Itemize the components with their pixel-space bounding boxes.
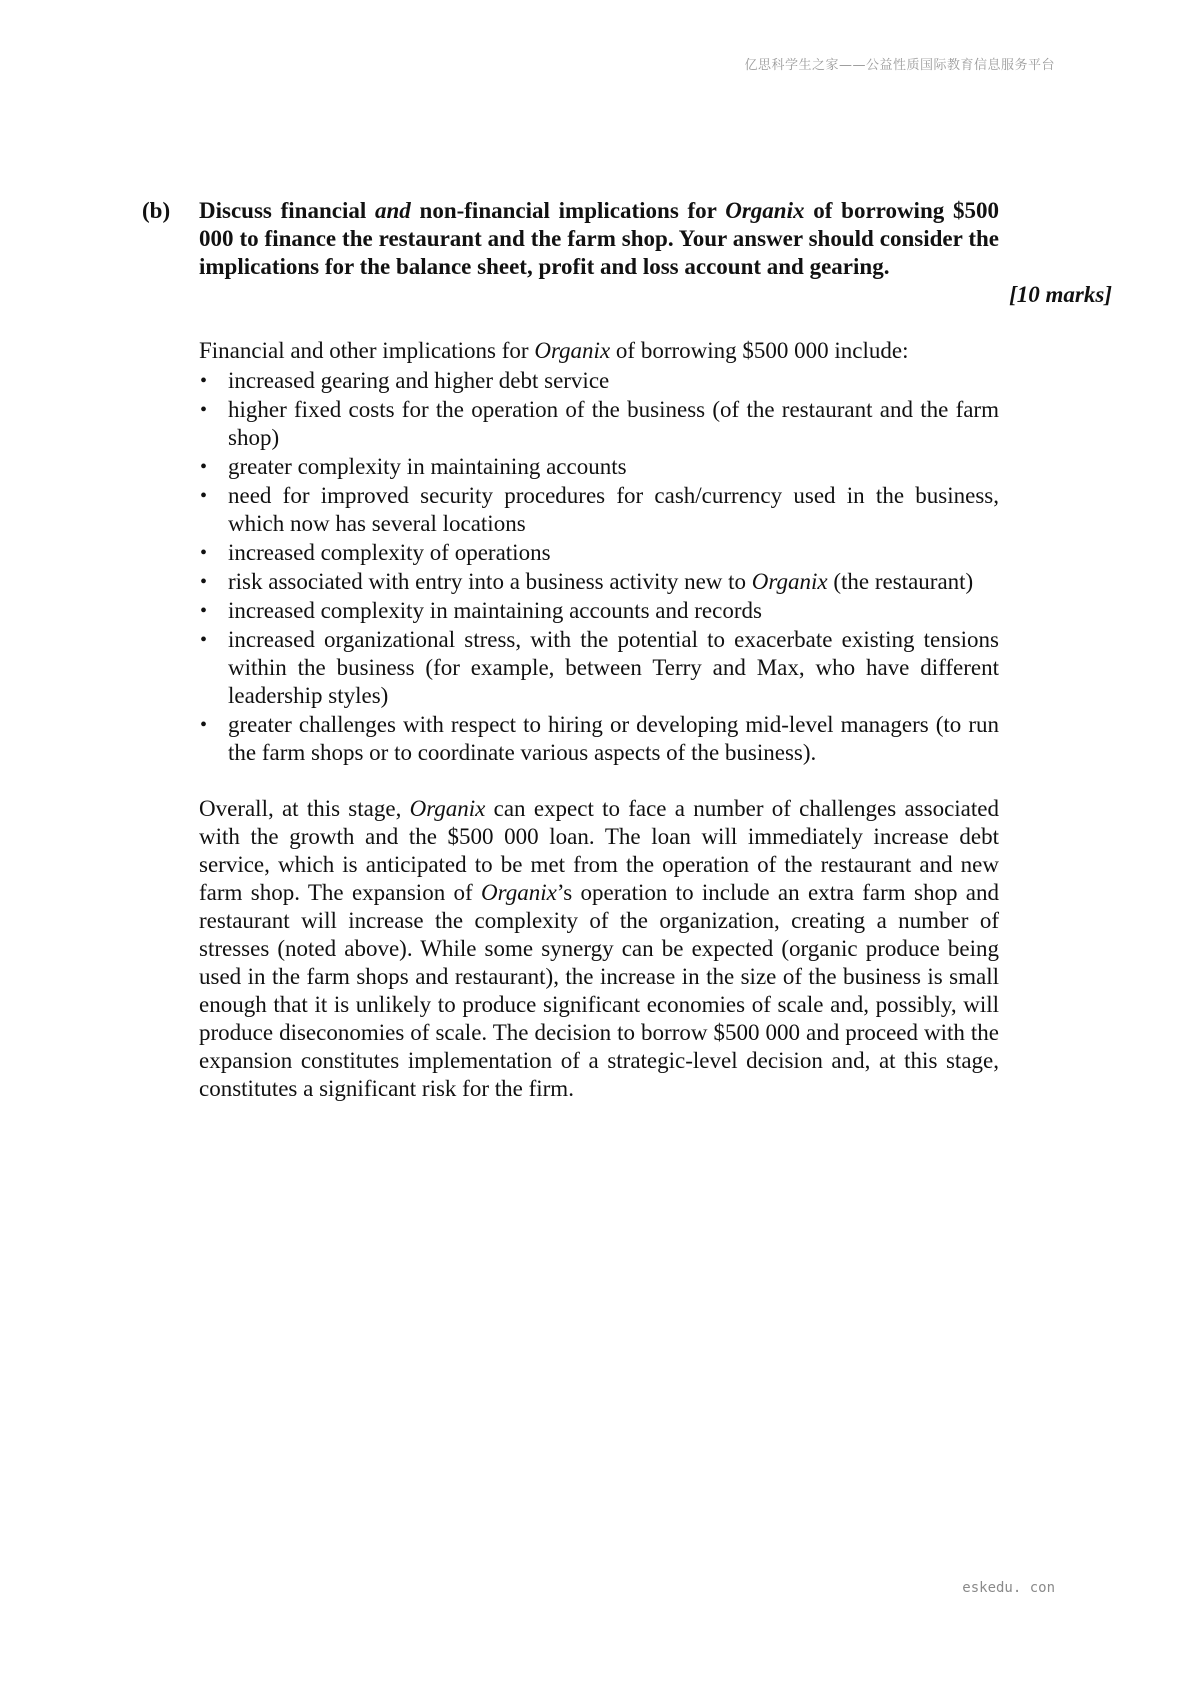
implications-list [199,367,999,767]
list-item [199,396,999,452]
list-item [199,367,999,395]
list-item [199,539,999,567]
list-item-text: higher fixed costs for the operation of the business (of the restaurant and the farm shop) [228,397,999,450]
watermark-header: 亿思科学生之家——公益性质国际教育信息服务平台 [744,58,1055,73]
answer-intro-part: of borrowing $500 000 include: [610,338,909,363]
list-item [199,626,999,710]
list-item [199,453,999,481]
answer-intro [199,337,999,365]
bullet-icon: • [200,485,208,507]
list-item-text: need for improved security procedures for cash/currency used in the business, which now has several locations [228,483,999,536]
bullet-icon: • [200,456,208,478]
list-item-text: increased complexity of operations [228,540,551,565]
bullet-icon: • [200,600,208,622]
list-item-text: greater complexity in maintaining accounts [228,454,627,479]
conclusion-part: ’s operation to include an extra farm shop and restaurant will increase the complexity of the organization, creating a number of stresses (noted above). While some synergy can be expected (organic produce being used in the farm shops and restaurant), the increase in the size of the business is small enough that it is unlikely to produce significant economies of scale and, possibly, will produce diseconomies of scale. The decision to borrow $500 000 and proceed with the expansion constitutes implementation of a strategic-level decision and, at this stage, constitutes a significant risk for the firm. [199,880,999,1101]
bullet-icon: • [200,399,208,421]
bullet-icon: • [200,629,208,651]
bullet-icon: • [200,571,208,593]
list-item [199,597,999,625]
list-item-text: increased gearing and higher debt service [228,368,610,393]
list-item-text: risk associated with entry into a business activity new to [228,569,752,594]
answer-intro-part: Financial and other implications for [199,338,535,363]
question-text [199,197,999,281]
answer-conclusion [199,795,999,1103]
conclusion-company: Organix [481,880,557,905]
question-text-company: Organix [725,198,805,223]
answer-block [199,337,999,1103]
footer-site[interactable]: eskedu. con [962,1580,1055,1596]
bullet-icon: • [200,542,208,564]
list-item-text: increased complexity in maintaining accounts and records [228,598,762,623]
list-item-text: (the restaurant) [827,569,974,594]
list-item-text: greater challenges with respect to hiring or developing mid-level managers (to run the farm shops or to coordinate various aspects of the business). [228,712,999,765]
conclusion-part: can expect to face a number of challenges associated with the growth and the $500 000 loan. The loan will immediately increase debt service, which is anticipated to be met from the operation of the restaurant and new farm shop. The expansion of [199,796,999,905]
list-item [199,568,999,596]
question-text-part: Discuss financial [199,198,375,223]
list-item-text: increased organizational stress, with the potential to exacerbate existing tensions within the business (for example, between Terry and Max, who have different leadership styles) [228,627,999,708]
conclusion-company: Organix [409,796,486,821]
list-item-company: Organix [751,569,828,594]
question-text-part: non-financial implications for [410,198,726,223]
answer-intro-company: Organix [534,338,611,363]
conclusion-part: Overall, at this stage, [199,796,410,821]
list-item [199,711,999,767]
question-marks: [10 marks] [1009,282,1112,307]
question-text-part: of borrowing $500 000 to finance the restaurant and the farm shop. Your answer should consider the implications for the balance sheet, profit and loss account and gearing. [199,198,999,279]
list-item [199,482,999,538]
bullet-icon: • [200,714,208,736]
question-label: (b) [142,198,171,223]
bullet-icon: • [200,370,208,392]
question-text-emphasis: and [374,198,411,223]
